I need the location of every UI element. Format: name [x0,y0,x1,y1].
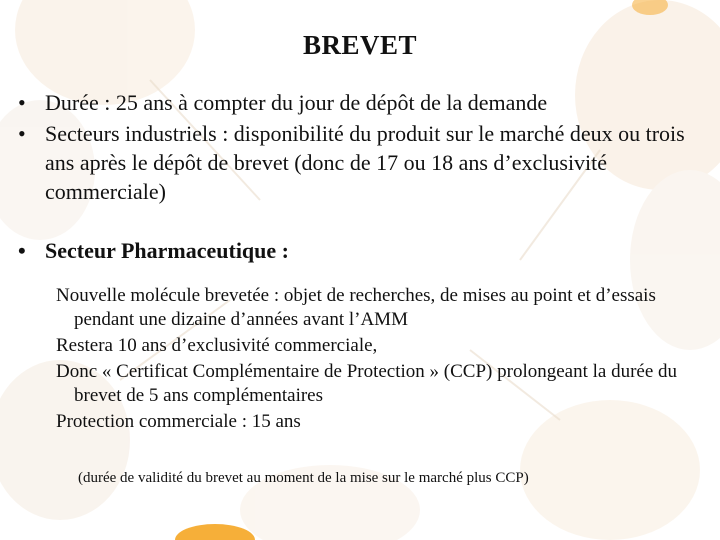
bullet-list [18,88,708,267]
sub-line: Nouvelle molécule brevetée : objet de recherches, de mises au point et d’essais pendant une dizaine d’années avant l’AMM [56,285,656,330]
bullet-dot-icon: • [18,90,26,115]
bullet-text: Secteurs industriels : disponibilité du produit sur le marché deux ou trois ans après le dépôt de brevet (donc de 17 ou 18 ans d’exclusivité commerciale) [45,121,685,204]
bullet-text: Secteur Pharmaceutique : [45,238,289,263]
sub-line: Restera 10 ans d’exclusivité commerciale, [56,335,378,356]
bullet-text: Durée : 25 ans à compter du jour de dépôt de la demande [45,90,548,115]
sub-line: Donc « Certificat Complémentaire de Protection » (CCP) prolongeant la durée du brevet de 5 ans complémentaires [56,361,678,406]
bullet-dot-icon: • [18,121,26,146]
sub-line: Protection commerciale : 15 ans [56,411,301,432]
footnote: (durée de validité du brevet au moment de la mise sur le marché plus CCP) [78,470,529,486]
bullet-industrial-sectors [18,119,708,206]
bullet-dot-icon: • [18,238,26,263]
pharma-details [56,284,696,436]
bullet-duration [18,88,708,117]
slide-title: BREVET [302,30,418,60]
bullet-pharmaceutical-sector [18,236,708,265]
